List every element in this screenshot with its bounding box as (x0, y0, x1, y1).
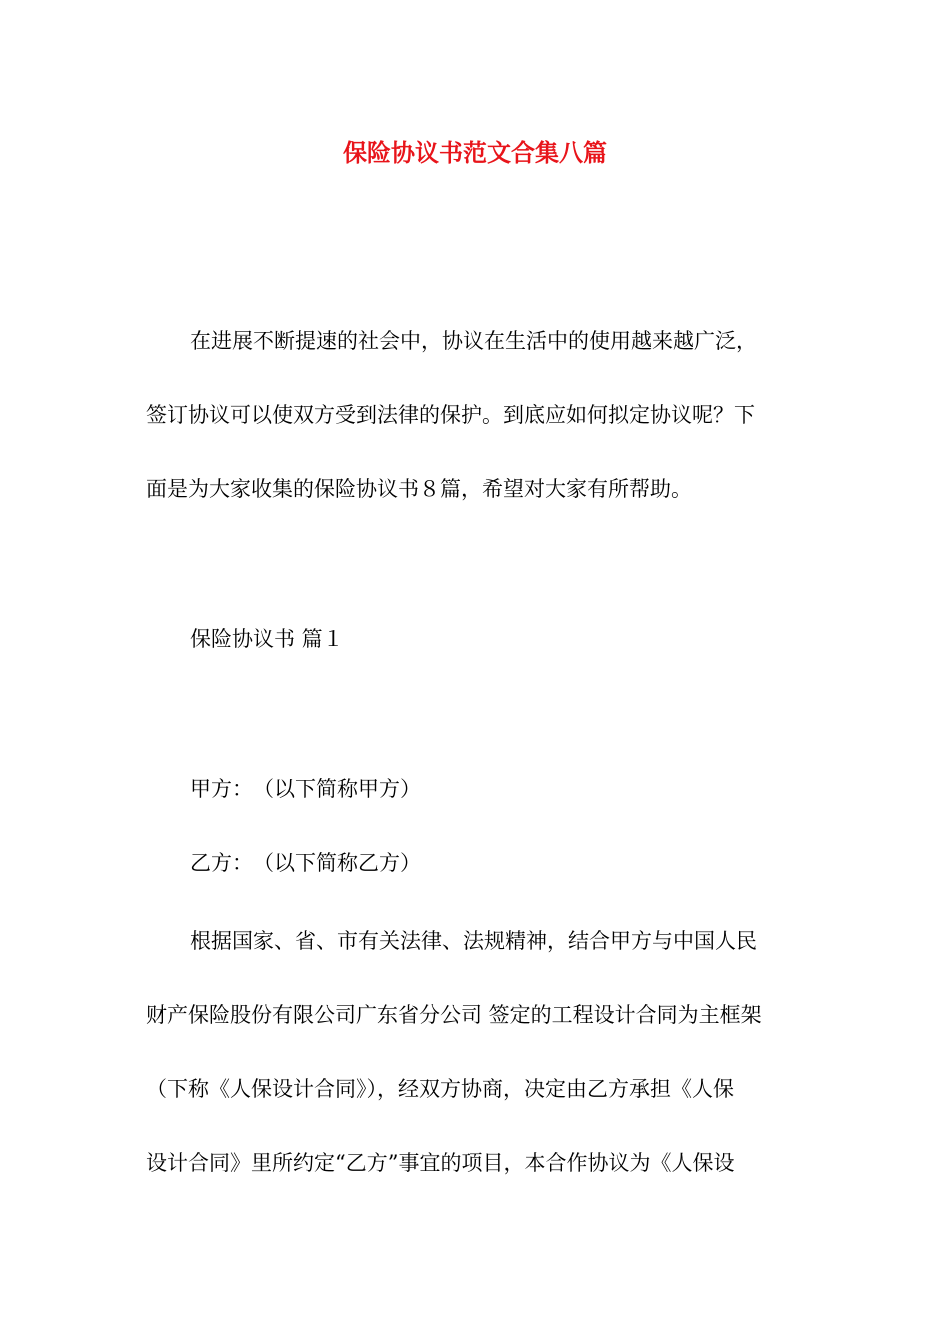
party-a-line: 甲方： （以下简称甲方） (190, 777, 421, 801)
document-title: 保险协议书范文合集八篇 (343, 138, 607, 167)
body-line: （下称《人保设计合同》），经双方协商，决定由乙方承担《人保 (146, 1077, 734, 1101)
party-b-line: 乙方： （以下简称乙方） (190, 851, 421, 875)
body-line: 财产保险股份有限公司广东省分公司 签定的工程设计合同为主框架 (146, 1003, 762, 1027)
intro-line: 在进展不断提速的社会中，协议在生活中的使用越来越广泛， (190, 329, 757, 353)
intro-line: 面是为大家收集的保险协议书８篇，希望对大家有所帮助。 (146, 477, 692, 501)
body-line: 设计合同》里所约定“乙方”事宜的项目，本合作协议为《人保设 (146, 1151, 735, 1175)
body-paragraph (146, 904, 806, 1200)
intro-paragraph (146, 304, 806, 526)
intro-line: 签订协议可以使双方受到法律的保护。到底应如何拟定协议呢？下 (146, 403, 755, 427)
body-line: 根据国家、省、市有关法律、法规精神，结合甲方与中国人民 (190, 929, 757, 953)
section-heading: 保险协议书 篇１ (190, 627, 344, 651)
